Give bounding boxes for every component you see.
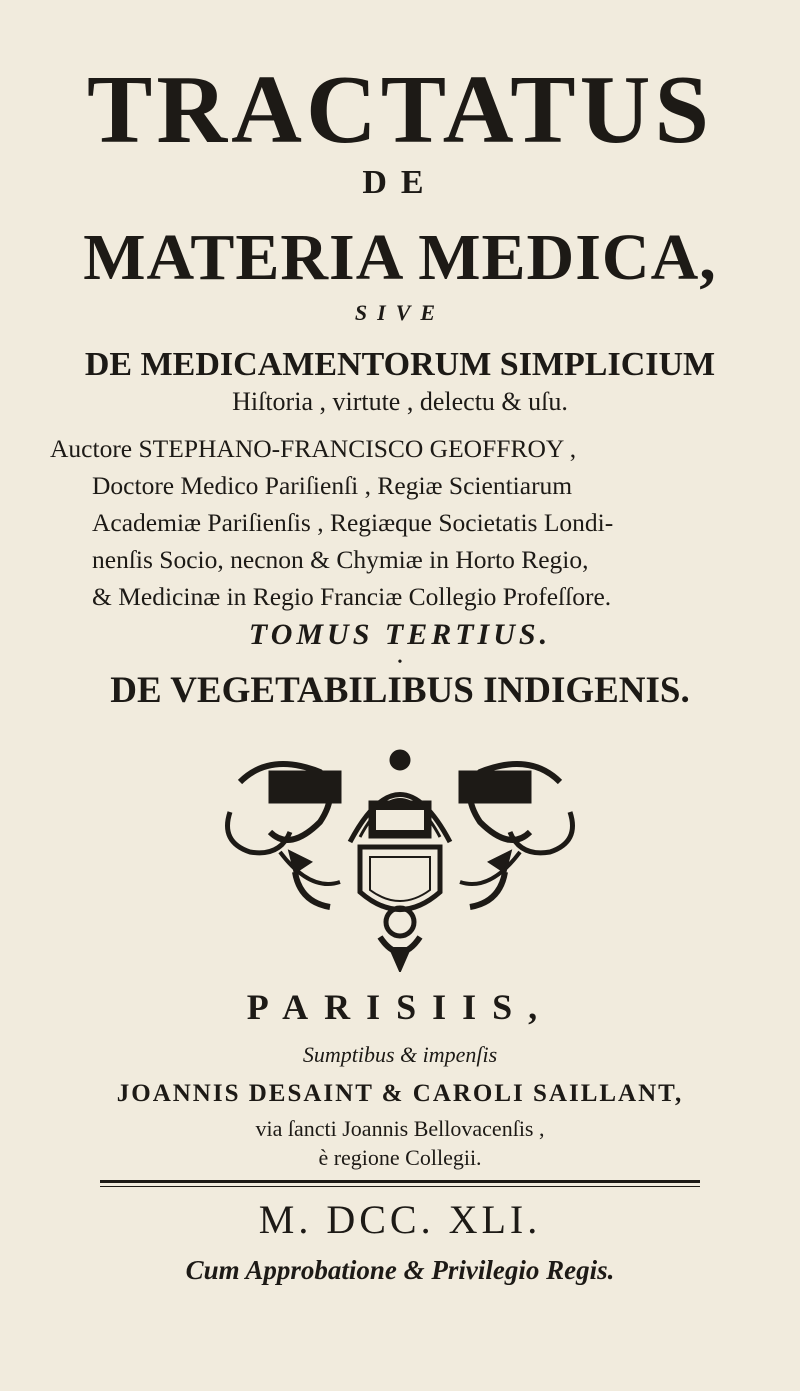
imprint-street: via ſancti Joannis Bellovacenſis ,	[255, 1116, 545, 1141]
author-block	[50, 430, 770, 615]
author-line-2: Doctore Medico Pariſienſi , Regiæ Scientiarum	[92, 471, 573, 500]
subject-title: MATERIA MEDICA,	[83, 221, 717, 294]
author-line-5: & Medicinæ in Regio Franciæ Collegio Profeſſore.	[92, 582, 612, 611]
bullet-mark: •	[397, 655, 403, 670]
imprint-printers: JOANNIS DESAINT & CAROLI SAILLANT,	[116, 1080, 684, 1107]
title-de: DE	[362, 164, 438, 201]
imprint-location: è regione Collegii.	[318, 1145, 482, 1170]
privilege-line: Cum Approbatione & Privilegio Regis.	[185, 1255, 615, 1285]
imprint-city: PARISIIS,	[246, 987, 554, 1027]
printers-ornament-icon	[210, 742, 590, 972]
historia-line: Hiſtoria , virtute , delectu & uſu.	[232, 387, 568, 416]
divider-rule	[100, 1180, 700, 1183]
imprint-sumptibus: Sumptibus & impenſis	[302, 1042, 498, 1067]
divider-rule-thin	[100, 1186, 700, 1187]
subtitle: DE MEDICAMENTORUM SIMPLICIUM	[84, 346, 716, 383]
author-line-3: Academiæ Pariſienſis , Regiæque Societatis Londi-	[92, 508, 614, 537]
author-line-4: nenſis Socio, necnon & Chymiæ in Horto Regio,	[92, 545, 589, 574]
volume-number: TOMUS TERTIUS.	[248, 618, 552, 651]
main-title: TRACTATUS	[87, 56, 713, 164]
sive-word: SIVE	[354, 300, 446, 325]
volume-title: DE VEGETABILIBUS INDIGENIS.	[110, 670, 690, 711]
author-line-1: Auctore STEPHANO-FRANCISCO GEOFFROY ,	[50, 434, 577, 463]
imprint-date: M. DCC. XLI.	[258, 1197, 542, 1242]
